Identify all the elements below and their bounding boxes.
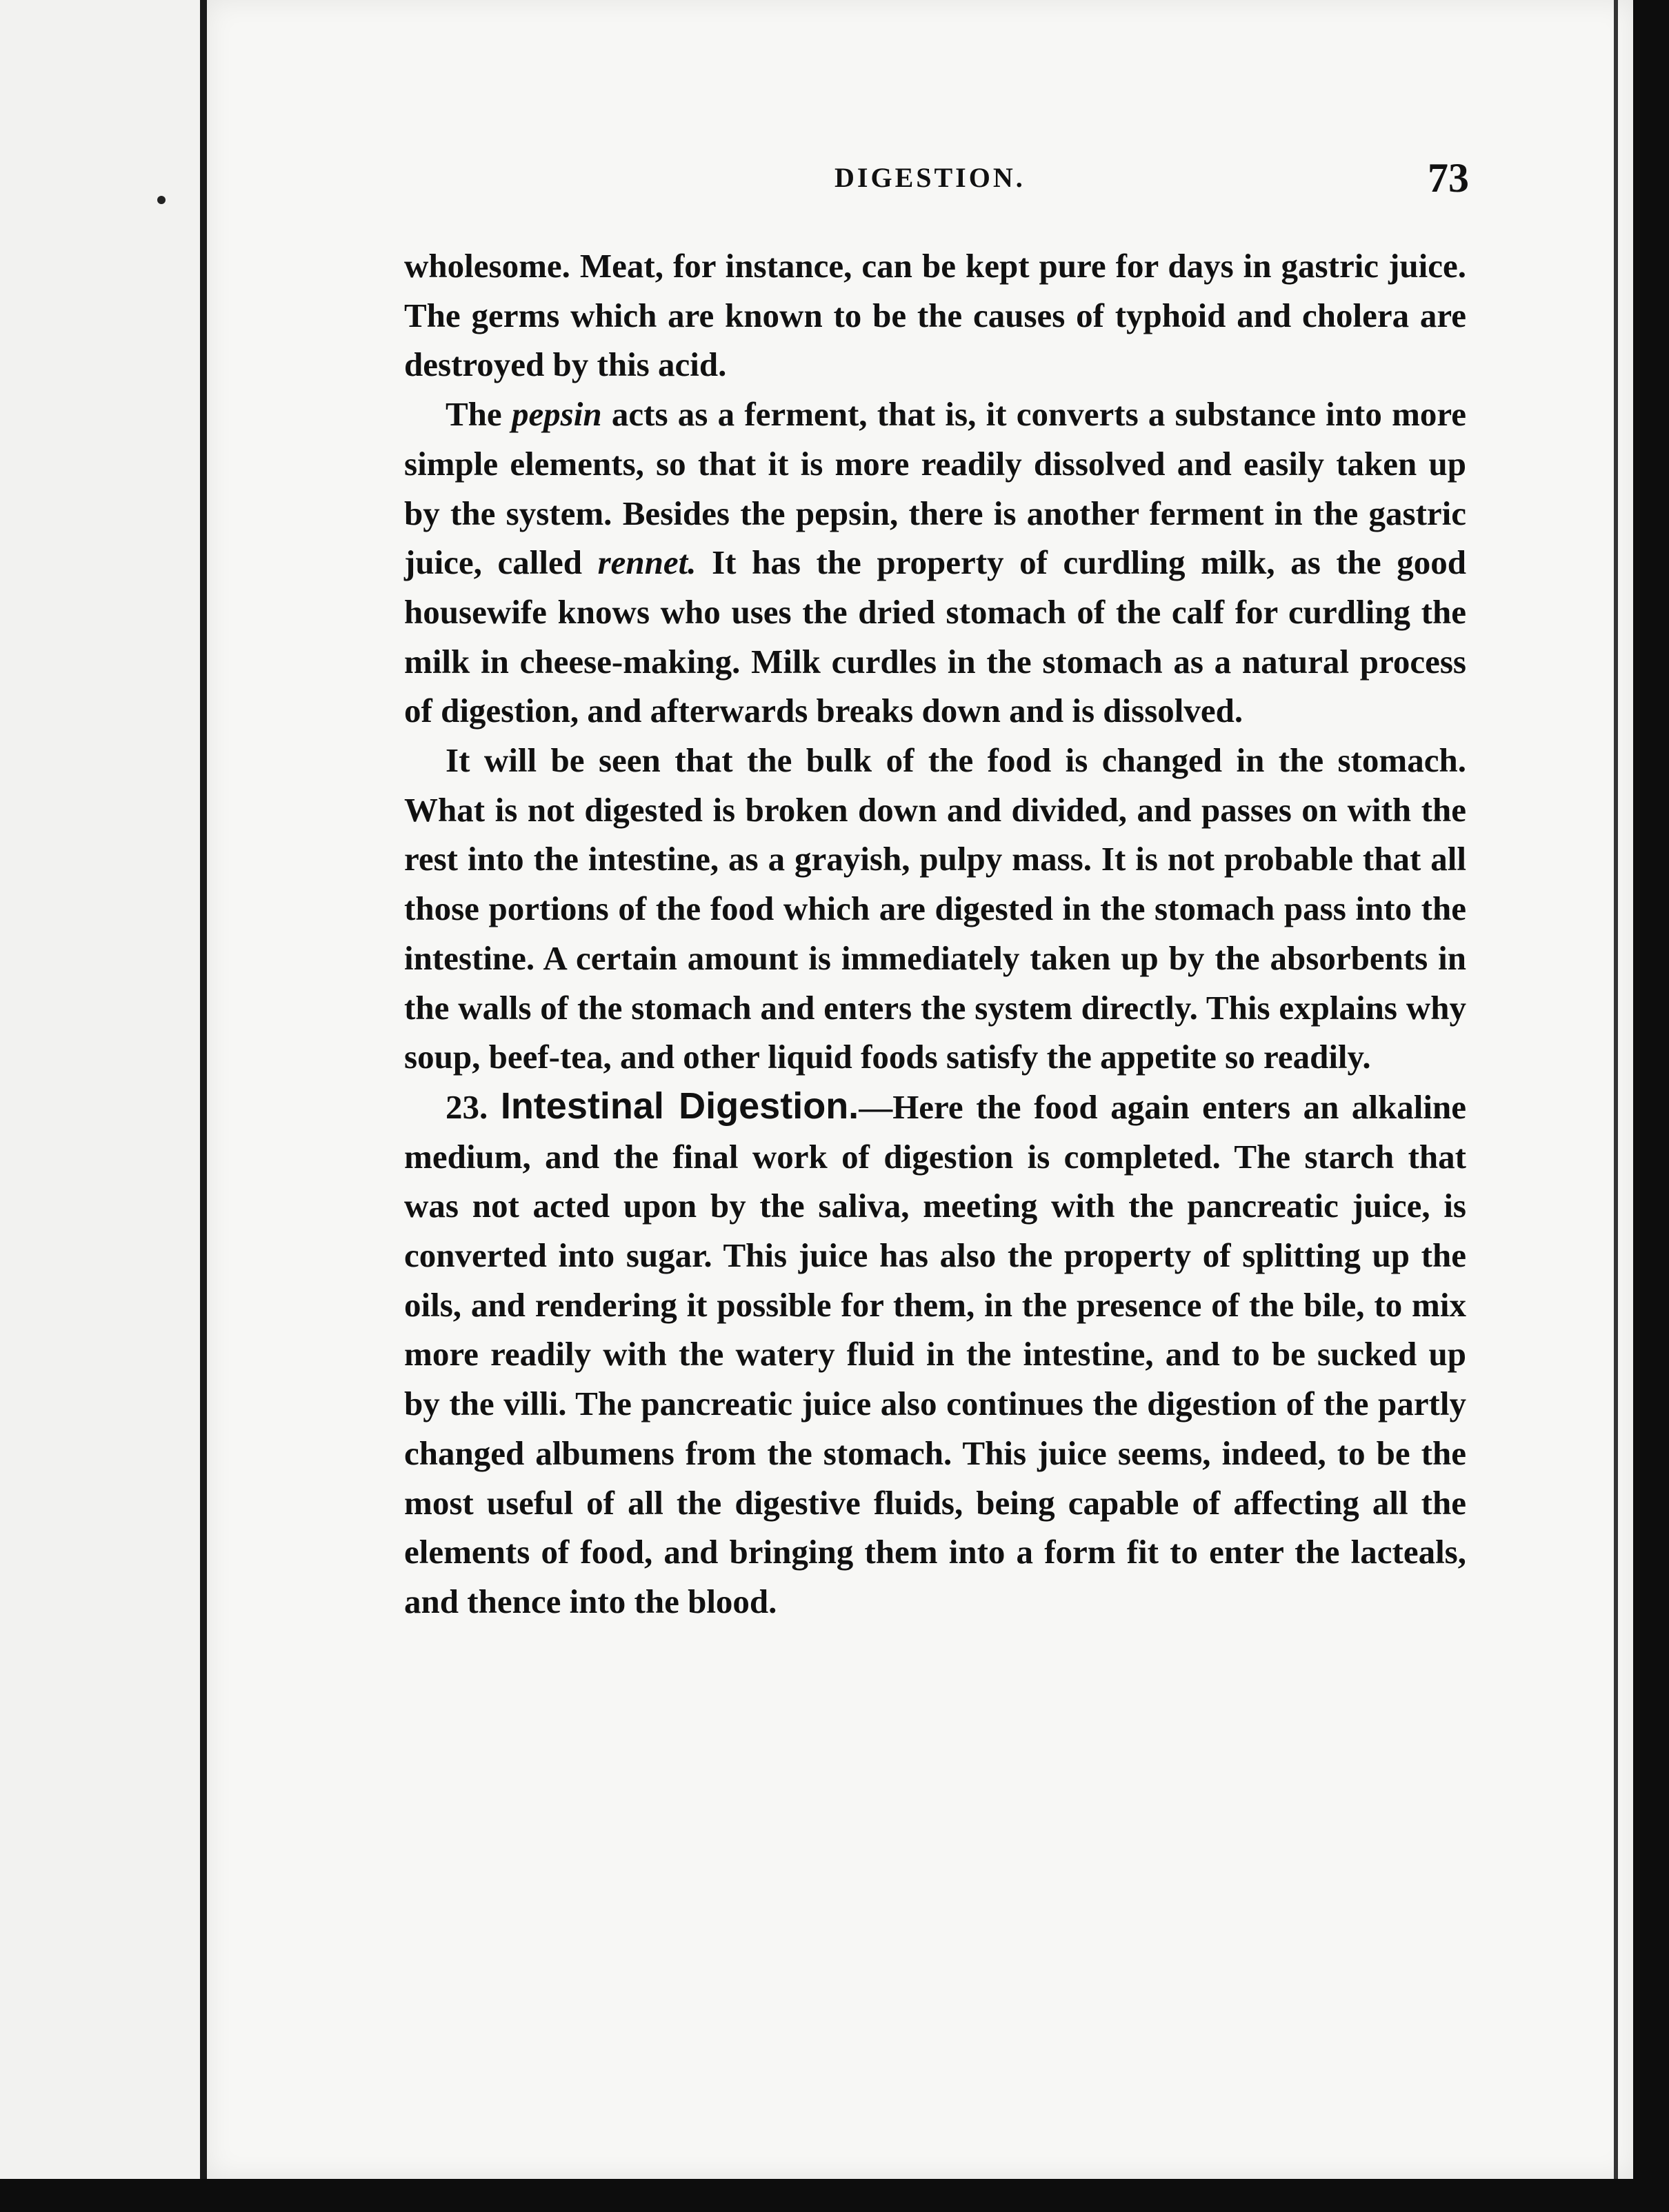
paragraph-3: It will be seen that the bulk of the food is changed in the stomach. What is not digested is broken down and divided, and passes on with the rest into the intestine, as a grayish, pulpy mass. It is not probable that all those portions of the food which are digested in the stomach pass into the intestine. A certain amount is immediately taken up by the absorbents in the walls of the stomach and enters the system directly. This explains why soup, beef-tea, and other liquid foods satisfy the appetite so readily. [404, 741, 1466, 1076]
ink-speck [157, 196, 166, 204]
scan-border-bottom [0, 2179, 1669, 2212]
paragraph-4-body: —Here the food again enters an alkaline medium, and the final work of digestion is completed. The starch that was not acted upon by the saliva, meeting with the pancreatic juice, is converted into sugar. This juice has also the property of splitting up the oils, and rendering it possible for them, in the presence of the bile, to mix more readily with the watery fluid in the intestine, and to be sucked up by the villi. The pancreatic juice also continues the digestion of the partly changed albumens from the stomach. This juice seems, indeed, to be the most useful of all the digestive fluids, being capable of affecting all the elements of food, and bringing them into a form fit to enter the lacteals, and thence into the blood. [404, 1087, 1467, 1620]
paragraph-1: wholesome. Meat, for instance, can be kept pure for days in gastric juice. The germs which are known to be the causes of typhoid and cholera are destroyed by this acid. [404, 247, 1466, 384]
paragraph-4 [404, 1082, 1466, 1627]
facing-page-margin [0, 0, 207, 2212]
paragraph-2-part-c: It has the property of curdling milk, as the good housewife knows who uses the dried stomach of the calf for curdling the milk in cheese-making. Milk curdles in the stomach as a natural process of digestion, and afterwards breaks down and is dissolved. [404, 543, 1467, 730]
section-heading: Intestinal Digestion. [500, 1085, 859, 1127]
paragraph-2-part-a: The [446, 395, 512, 434]
paragraph-2-part-b: acts as a ferment, that is, it converts a substance into more simple elements, so that it is more readily dissolved and easily taken up by the system. Besides the pepsin, there is another ferment in the gastric juice, called [404, 395, 1466, 582]
scan-border-right [1633, 0, 1669, 2212]
term-pepsin: pepsin [511, 395, 602, 434]
page-header [834, 155, 1469, 210]
term-rennet: rennet. [597, 543, 697, 582]
body-text [404, 241, 1466, 1627]
section-number: 23. [446, 1087, 488, 1126]
page-number: 73 [1428, 155, 1469, 201]
page-edge-line [1614, 0, 1618, 2179]
paragraph-2 [404, 390, 1466, 736]
running-head: DIGESTION. [834, 162, 1026, 193]
